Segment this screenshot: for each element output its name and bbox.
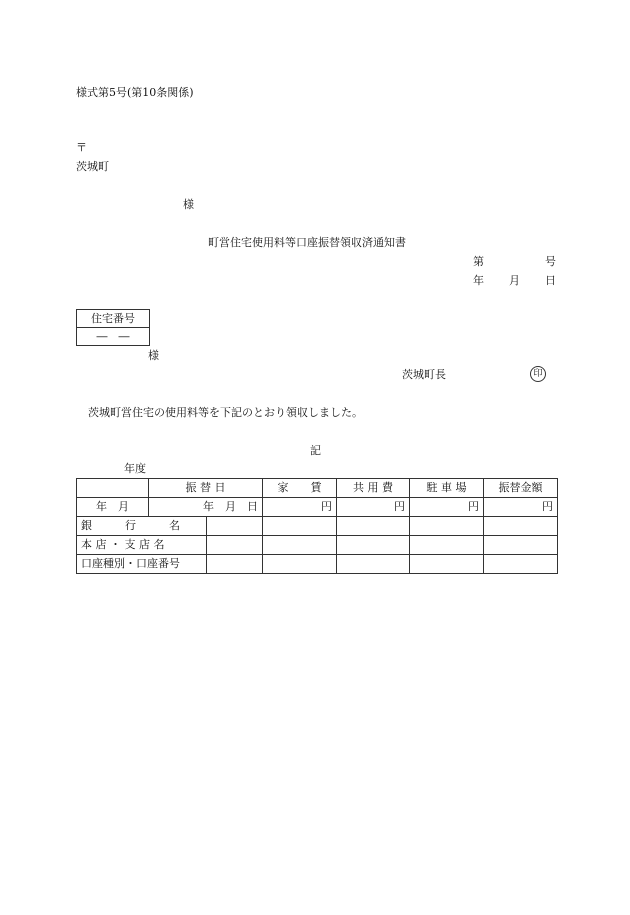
branch-name-cell <box>207 536 263 555</box>
account-label: 口座種別・口座番号 <box>77 555 207 574</box>
holder-honorific: 様 <box>148 349 159 362</box>
table-row <box>77 555 558 574</box>
common-fee-cell: 円 <box>337 498 410 517</box>
date-day: 日 <box>545 274 556 287</box>
seal-icon: 印 <box>530 366 546 382</box>
branch-name-label: 本 店 ・ 支 店 名 <box>77 536 207 555</box>
housing-number-box <box>76 309 150 346</box>
doc-number-go: 号 <box>545 255 556 268</box>
transfer-table <box>76 478 558 574</box>
header-cell: 駐 車 場 <box>410 479 484 498</box>
rent-cell: 円 <box>263 498 337 517</box>
empty-cell <box>484 517 558 536</box>
empty-cell <box>337 536 410 555</box>
parking-cell: 円 <box>410 498 484 517</box>
empty-cell <box>484 536 558 555</box>
postal-mark: 〒 <box>76 141 87 154</box>
table-header-row <box>77 479 558 498</box>
document-title: 町営住宅使用料等口座振替領収済通知書 <box>208 236 406 249</box>
issuer: 茨城町長 <box>402 368 446 381</box>
table-row <box>77 517 558 536</box>
empty-cell <box>263 517 337 536</box>
recipient-town: 茨城町 <box>76 160 109 173</box>
header-cell: 共 用 費 <box>337 479 410 498</box>
empty-cell <box>337 517 410 536</box>
date-year: 年 <box>473 274 484 287</box>
doc-number-dai: 第 <box>473 255 484 268</box>
date-month: 月 <box>509 274 520 287</box>
ki-heading: 記 <box>310 444 321 457</box>
header-cell: 振 替 日 <box>149 479 263 498</box>
body-text: 茨城町営住宅の使用料等を下記のとおり領収しました。 <box>88 406 363 419</box>
year-month-cell: 年 月 <box>77 498 149 517</box>
fiscal-year-label: 年度 <box>124 462 146 475</box>
empty-cell <box>263 555 337 574</box>
header-cell <box>77 479 149 498</box>
total-cell: 円 <box>484 498 558 517</box>
table-row <box>77 498 558 517</box>
empty-cell <box>484 555 558 574</box>
empty-cell <box>337 555 410 574</box>
form-number: 様式第5号(第10条関係) <box>76 86 194 99</box>
header-cell: 振替金額 <box>484 479 558 498</box>
empty-cell <box>263 536 337 555</box>
bank-name-cell <box>207 517 263 536</box>
empty-cell <box>410 536 484 555</box>
housing-number-value: ― ― <box>77 327 149 345</box>
recipient-honorific: 様 <box>183 198 194 211</box>
empty-cell <box>410 555 484 574</box>
housing-number-label: 住宅番号 <box>91 312 135 325</box>
account-cell <box>207 555 263 574</box>
table-row <box>77 536 558 555</box>
transfer-date-cell: 年 月 日 <box>149 498 263 517</box>
bank-name-label: 銀 行 名 <box>77 517 207 536</box>
header-cell: 家 賃 <box>263 479 337 498</box>
empty-cell <box>410 517 484 536</box>
